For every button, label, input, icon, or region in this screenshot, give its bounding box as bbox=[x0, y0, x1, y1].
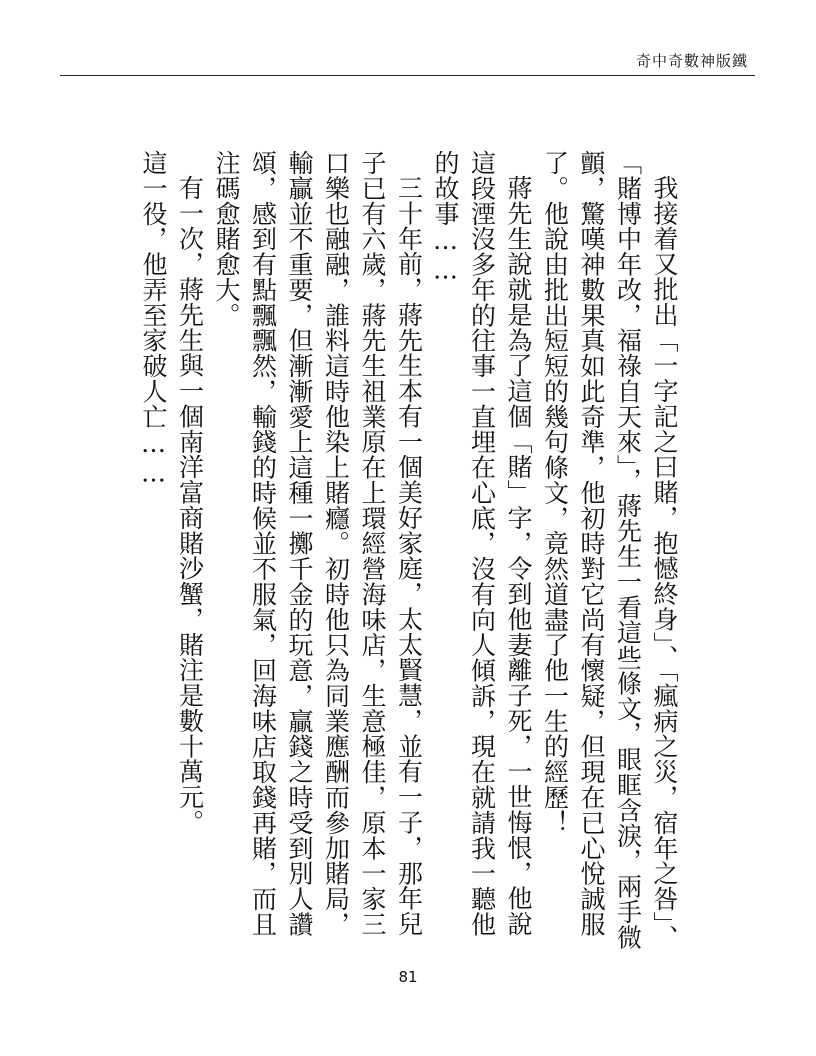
body-text bbox=[139, 150, 682, 950]
paragraph-4: 有一次，蔣先生與一個南洋富商賭沙蟹，賭注是數十萬元。 bbox=[175, 175, 205, 835]
paragraph-5: 這一役，他弄至家破人亡…… bbox=[139, 150, 168, 488]
paragraph-1: 我接着又批出「一字記之曰賭，抱憾終身」、「瘋病之災，宿年之咎」、「賭博中年改，福祿自天來」，蔣先生一看這些條文，眼眶含淚，兩手微顫，驚嘆神數果真如此奇準，他初時對它尚有懷疑，但現在已心悅誠服了。他說由批出短短的幾句條文，竟然道盡了他一生的經歷！ bbox=[540, 150, 679, 950]
paragraph-2: 蔣先生說就是為了這個「賭」字，令到他妻離子死，一世悔恨，他說這段湮沒多年的往事一直埋在心底，沒有向人傾訴，現在就請我一聽他的故事…… bbox=[431, 150, 533, 937]
page-number: 81 bbox=[398, 968, 418, 986]
header-divider bbox=[60, 75, 755, 76]
running-header-title: 奇中奇數神版鐵 bbox=[635, 52, 748, 70]
paragraph-3: 三十年前，蔣先生本有一個美好家庭，太太賢慧，並有一子，那年兒子已有六歲，蔣先生祖業原在上環經營海味店，生意極佳，原本一家三口樂也融融，誰料這時他染上賭癮。初時他只為同業應酬而參加賭局，輸贏並不重要，但漸漸愛上這種一擲千金的玩意，贏錢之時受到別人讚頌，感到有點飄飄然，輸錢的時候並不服氣，回海味店取錢再賭，而且注碼愈賭愈大。 bbox=[212, 150, 424, 937]
